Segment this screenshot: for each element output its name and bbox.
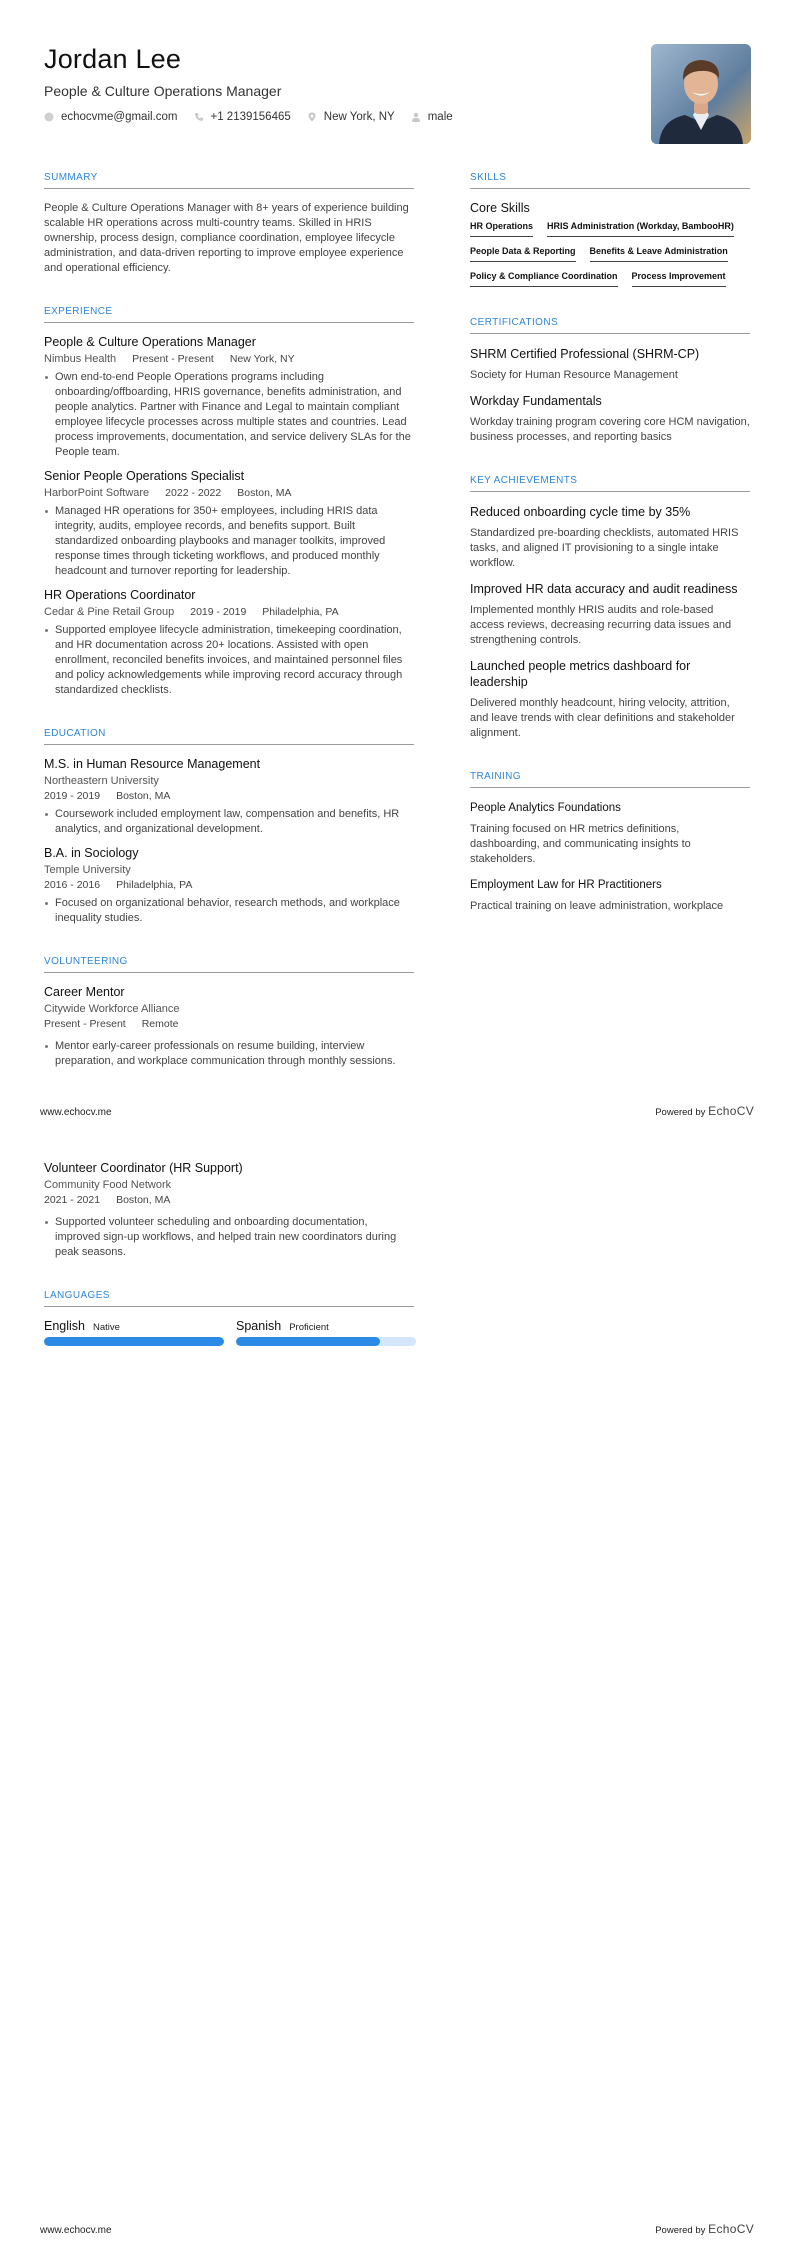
- education-bullets: [44, 807, 414, 837]
- skill-tag: HRIS Administration (Workday, BambooHR): [547, 221, 734, 237]
- experience-dates: Present - Present: [132, 353, 214, 365]
- volunteering-section: [44, 956, 414, 1069]
- volunteering-org: Community Food Network: [44, 1179, 172, 1191]
- certification-text: Workday training program covering core HCM navigation, business processes, and reporting basics: [470, 416, 750, 443]
- skill-tag: Benefits & Leave Administration: [590, 246, 728, 262]
- experience-org: HarborPoint Software: [44, 487, 150, 499]
- experience-org: Nimbus Health: [44, 353, 117, 365]
- skill-tag: Policy & Compliance Coordination: [470, 271, 618, 287]
- contact-gender: [411, 111, 453, 123]
- experience-dates: 2019 - 2019: [190, 606, 247, 618]
- footer-powered-text: Powered by: [655, 2225, 706, 2236]
- education-item: [44, 757, 414, 837]
- skill-tags: [470, 221, 750, 287]
- achievement-text: Delivered monthly headcount, hiring velocity, attrition, and leave trends with clear definitions and stakeholder alignment.: [470, 697, 735, 739]
- language-header: [44, 1319, 224, 1333]
- experience-bullets: [44, 370, 414, 460]
- skill-tag: Process Improvement: [632, 271, 726, 287]
- footer-site-link[interactable]: www.echocv.me: [40, 1107, 112, 1118]
- language-name: Spanish: [236, 1319, 282, 1333]
- education-item: [44, 846, 414, 926]
- volunteering-bullets: [44, 1215, 414, 1260]
- education-degree: M.S. in Human Resource Management: [44, 757, 261, 771]
- volunteering-meta: [44, 1018, 414, 1030]
- experience-item: [44, 588, 414, 698]
- certification-text: Society for Human Resource Management: [470, 369, 678, 381]
- experience-location: Boston, MA: [237, 487, 292, 499]
- language-name: English: [44, 1319, 85, 1333]
- experience-bullet: Own end-to-end People Operations programs including onboarding/offboarding, HRIS governance, benefits administration, and people analytics. Partner with Finance and Legal to maintain compliant employee lifecycle processes across multiple states and countries. Lead process improvements, documentation, and service delivery SLAs for the People team.: [44, 370, 414, 460]
- training-title: People Analytics Foundations: [470, 802, 621, 814]
- experience-meta: [44, 353, 414, 365]
- footer-powered: [655, 2222, 754, 2236]
- experience-org: Cedar & Pine Retail Group: [44, 606, 175, 618]
- experience-dates: 2022 - 2022: [165, 487, 222, 499]
- experience-item: [44, 335, 414, 460]
- experience-bullets: [44, 623, 414, 698]
- education-bullet: Coursework included employment law, compensation and benefits, HR analytics, and organizational development.: [44, 807, 414, 837]
- experience-section: [44, 306, 414, 698]
- contact-email-text: echocvme@gmail.com: [61, 111, 178, 123]
- achievement-title: Improved HR data accuracy and audit readiness: [470, 582, 738, 596]
- training-text: Training focused on HR metrics definitions, dashboarding, and communicating insights to stakeholders.: [470, 823, 691, 865]
- volunteering-heading: VOLUNTEERING: [44, 956, 414, 973]
- experience-location: Philadelphia, PA: [262, 606, 339, 618]
- volunteering-location: Remote: [141, 1018, 179, 1030]
- volunteering-dates: 2021 - 2021: [44, 1194, 101, 1206]
- education-section: [44, 728, 414, 926]
- language-proficiency-bar: [44, 1337, 224, 1346]
- contact-email[interactable]: [44, 111, 178, 123]
- language-proficiency-fill: [236, 1337, 380, 1346]
- achievement-title: Launched people metrics dashboard for leadership: [470, 659, 691, 689]
- certification-title: Workday Fundamentals: [470, 394, 602, 408]
- skills-section: [470, 172, 750, 287]
- certifications-section: [470, 317, 750, 445]
- education-bullet: Focused on organizational behavior, research methods, and workplace inequality studies.: [44, 896, 414, 926]
- language-item: [44, 1319, 224, 1346]
- skill-tag: HR Operations: [470, 221, 533, 237]
- skills-heading: SKILLS: [470, 172, 750, 189]
- education-dates: 2016 - 2016: [44, 879, 101, 891]
- left-column: [44, 172, 414, 1099]
- education-school: Northeastern University: [44, 775, 159, 787]
- contact-phone-text: +1 2139156465: [210, 111, 291, 123]
- experience-title: Senior People Operations Specialist: [44, 469, 245, 483]
- footer-site-link[interactable]: www.echocv.me: [40, 2225, 112, 2236]
- footer-powered-text: Powered by: [655, 1107, 706, 1118]
- language-proficiency-fill: [44, 1337, 224, 1346]
- left-column-continued: [44, 1161, 414, 1376]
- experience-bullets: [44, 504, 414, 579]
- volunteering-location: Boston, MA: [116, 1194, 171, 1206]
- person-icon: [411, 112, 421, 122]
- page-footer: [40, 1104, 754, 1118]
- language-level: Proficient: [289, 1322, 329, 1333]
- languages-heading: LANGUAGES: [44, 1290, 414, 1307]
- education-location: Philadelphia, PA: [116, 879, 193, 891]
- education-meta: [44, 879, 414, 891]
- experience-heading: EXPERIENCE: [44, 306, 414, 323]
- experience-bullet: Supported employee lifecycle administration, timekeeping coordination, and HR documentation across 20+ locations. Assisted with open enrollment, reconciled benefits invoices, and maintained personnel files and policy acknowledgements while improving record accuracy through standardized checklists.: [44, 623, 414, 698]
- volunteering-bullets: [44, 1039, 414, 1069]
- education-meta: [44, 790, 414, 802]
- volunteering-item: [44, 985, 414, 1069]
- achievement-text: Standardized pre-boarding checklists, automated HRIS tasks, and aligned IT provisioning to a single intake workflow.: [470, 527, 739, 569]
- skills-group-title: Core Skills: [470, 201, 530, 215]
- contact-location: [307, 111, 395, 123]
- training-title: Employment Law for HR Practitioners: [470, 879, 662, 891]
- candidate-name: Jordan Lee: [44, 44, 182, 74]
- footer-powered: [655, 1104, 754, 1118]
- education-school: Temple University: [44, 864, 131, 876]
- contact-list: [44, 111, 644, 123]
- summary-heading: SUMMARY: [44, 172, 414, 189]
- page-footer: [40, 2222, 754, 2236]
- experience-item: [44, 469, 414, 579]
- resume-page-2: [0, 1123, 794, 2246]
- language-list: [44, 1319, 414, 1346]
- experience-bullet: Managed HR operations for 350+ employees, including HRIS data integrity, audits, employee records, and benefits support. Built standardized onboarding playbooks and manager toolkits, improved response times through ticketing workflows, and produced monthly headcount and turnover reporting for leadership.: [44, 504, 414, 579]
- summary-section: [44, 172, 414, 276]
- summary-text: People & Culture Operations Manager with 8+ years of experience building scalable HR operations across multi-country teams. Skilled in HRIS ownership, process design, compliance coordination, employee lifecycle administration, and data-driven reporting to improve employee experience and operational efficiency.: [44, 202, 409, 274]
- languages-section: [44, 1290, 414, 1346]
- education-heading: EDUCATION: [44, 728, 414, 745]
- certification-title: SHRM Certified Professional (SHRM-CP): [470, 347, 700, 361]
- experience-title: People & Culture Operations Manager: [44, 335, 256, 349]
- certifications-heading: CERTIFICATIONS: [470, 317, 750, 334]
- achievements-heading: KEY ACHIEVEMENTS: [470, 475, 750, 492]
- skill-tag: People Data & Reporting: [470, 246, 576, 262]
- volunteering-section-continued: [44, 1161, 414, 1260]
- education-location: Boston, MA: [116, 790, 171, 802]
- volunteering-bullet: Mentor early-career professionals on resume building, interview preparation, and workplace communication through monthly sessions.: [44, 1039, 414, 1069]
- contact-location-text: New York, NY: [323, 111, 395, 123]
- right-column: [470, 172, 750, 944]
- training-text: Practical training on leave administration, workplace: [470, 900, 724, 912]
- experience-title: HR Operations Coordinator: [44, 588, 196, 602]
- volunteering-title: Career Mentor: [44, 985, 125, 999]
- volunteering-org: Citywide Workforce Alliance: [44, 1003, 180, 1015]
- training-heading: TRAINING: [470, 771, 750, 788]
- volunteering-bullet: Supported volunteer scheduling and onboarding documentation, improved sign-up workflows, and helped train new coordinators during peak seasons.: [44, 1215, 414, 1260]
- training-section: [470, 771, 750, 914]
- achievement-text: Implemented monthly HRIS audits and role-based access reviews, decreasing recurring data issues and strengthening controls.: [470, 604, 732, 646]
- location-icon: [307, 112, 317, 122]
- language-header: [236, 1319, 416, 1333]
- language-proficiency-bar: [236, 1337, 416, 1346]
- volunteering-title: Volunteer Coordinator (HR Support): [44, 1161, 243, 1175]
- education-degree: B.A. in Sociology: [44, 846, 139, 860]
- volunteering-meta: [44, 1194, 414, 1206]
- achievements-section: [470, 475, 750, 741]
- volunteering-dates: Present - Present: [44, 1018, 126, 1030]
- resume-header: [44, 44, 644, 123]
- education-dates: 2019 - 2019: [44, 790, 101, 802]
- achievement-title: Reduced onboarding cycle time by 35%: [470, 505, 691, 519]
- language-level: Native: [93, 1322, 120, 1333]
- experience-meta: [44, 487, 414, 499]
- footer-brand-logo: EchoCV: [708, 2222, 754, 2236]
- email-icon: [44, 112, 54, 122]
- education-bullets: [44, 896, 414, 926]
- candidate-title: People & Culture Operations Manager: [44, 83, 282, 99]
- experience-location: New York, NY: [229, 353, 295, 365]
- profile-photo: [651, 44, 751, 144]
- footer-brand-logo: EchoCV: [708, 1104, 754, 1118]
- volunteering-item: [44, 1161, 414, 1260]
- language-item: [236, 1319, 416, 1346]
- phone-icon: [194, 112, 204, 122]
- contact-phone[interactable]: [194, 111, 291, 123]
- contact-gender-text: male: [427, 111, 453, 123]
- experience-meta: [44, 606, 414, 618]
